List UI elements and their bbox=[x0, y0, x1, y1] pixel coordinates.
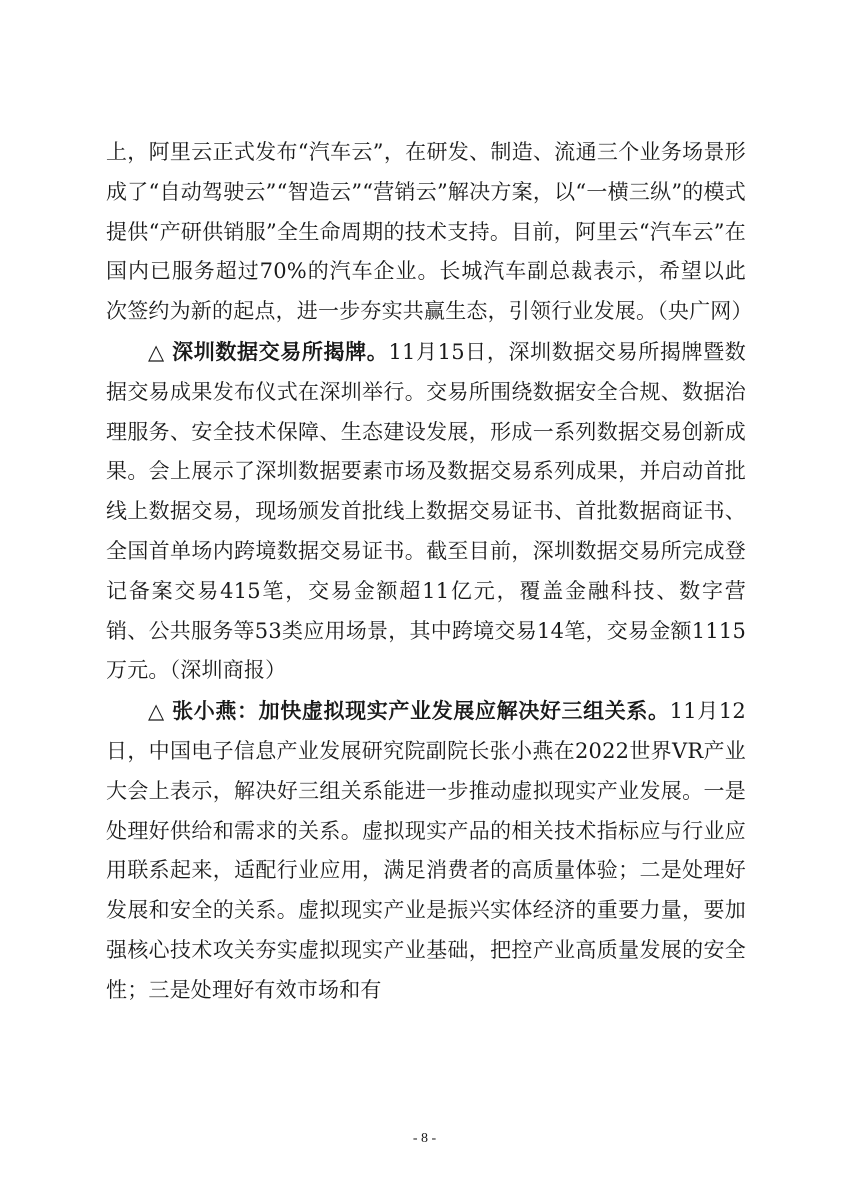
news-headline: 深圳数据交易所揭牌。 bbox=[172, 338, 389, 364]
paragraph-continued bbox=[106, 133, 753, 332]
triangle-bullet-icon: △ bbox=[148, 699, 173, 724]
news-item-zhang-xiaoyan-vr bbox=[106, 691, 746, 1010]
page-number: - 8 - bbox=[412, 1131, 437, 1146]
article-body bbox=[106, 133, 753, 1011]
paragraph-body: 上，阿里云正式发布“汽车云”，在研发、制造、流通三个业务场景形成了“自动驾驶云”“智造云”“营销云”解决方案，以“一横三纵”的模式提供“产研供销服”全生命周期的技术支持。目前，阿里云“汽车云”在国内已服务超过70%的汽车企业。长城汽车副总裁表示，希望以此次签约为新的起点，进一步夯实共赢生态，引领行业发展。（央广网） bbox=[106, 140, 753, 324]
news-body: 11月15日，深圳数据交易所揭牌暨数据交易成果发布仪式在深圳举行。交易所围绕数据安全合规、数据治理服务、安全技术保障、生态建设发展，形成一系列数据交易创新成果。会上展示了深圳数据要素市场及数据交易系列成果，并启动首批线上数据交易，现场颁发首批线上数据交易证书、首批数据商证书、全国首单场内跨境数据交易证书。截至目前，深圳数据交易所完成登记备案交易415笔，交易金额超11亿元，覆盖金融科技、数字营销、公共服务等53类应用场景，其中跨境交易14笔，交易金额1115万元。（深圳商报） bbox=[106, 339, 746, 683]
news-item-shenzhen-data-exchange bbox=[106, 332, 746, 691]
news-headline: 张小燕：加快虚拟现实产业发展应解决好三组关系。 bbox=[172, 698, 670, 724]
news-body: 11月12日，中国电子信息产业发展研究院副院长张小燕在2022世界VR产业大会上表示，解决好三组关系能进一步推动虚拟现实产业发展。一是处理好供给和需求的关系。虚拟现实产品的相关技术指标应与行业应用联系起来，适配行业应用，满足消费者的高质量体验；二是处理好发展和安全的关系。虚拟现实产业是振兴实体经济的重要力量，要加强核心技术攻关夯实虚拟现实产业基础，把控产业高质量发展的安全性；三是处理好有效市场和有 bbox=[106, 699, 746, 1002]
triangle-bullet-icon: △ bbox=[148, 339, 173, 364]
